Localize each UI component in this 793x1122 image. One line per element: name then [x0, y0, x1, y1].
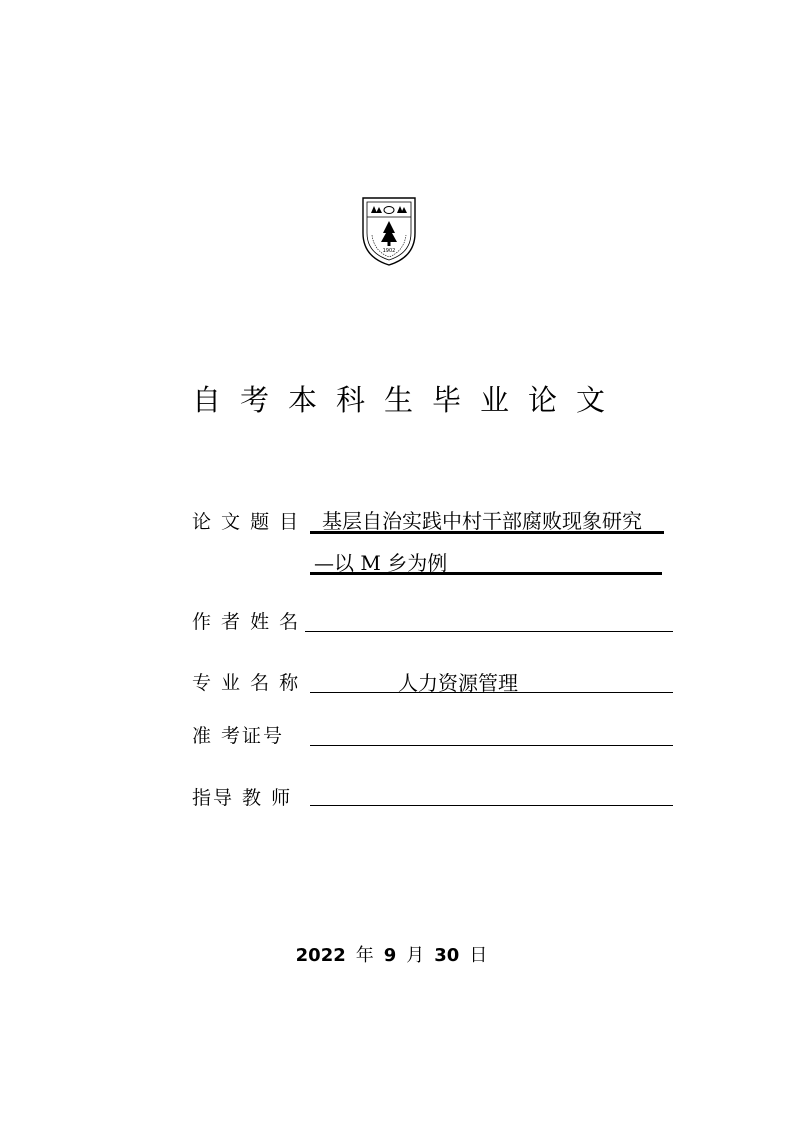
major-value: 人力资源管理 — [398, 671, 518, 695]
advisor-underline — [310, 805, 673, 806]
major-underline — [310, 692, 673, 693]
thesis-title-line1: 基层自治实践中村干部腐败现象研究 — [322, 509, 642, 533]
date-year-char: 年 — [355, 945, 374, 966]
date-day-char: 日 — [469, 945, 488, 966]
cover-date — [0, 944, 793, 968]
university-emblem — [360, 195, 418, 267]
exam-id-underline — [310, 745, 673, 746]
thesis-title-line2: —以 M 乡为例 — [314, 551, 448, 575]
advisor-label: 指导 教 师 — [192, 787, 293, 809]
author-underline — [305, 631, 673, 632]
exam-id-label: 准 考证号 — [192, 725, 285, 747]
thesis-title-underline-2 — [310, 572, 662, 575]
emblem-seal-icon — [360, 195, 418, 267]
thesis-title-underline-1 — [310, 531, 664, 534]
date-day: 30 — [434, 945, 460, 966]
thesis-title-label: 论 文 题 目 — [192, 511, 301, 533]
cover-title: 自考本科生毕业论文 — [192, 383, 625, 417]
major-label: 专 业 名 称 — [192, 672, 301, 694]
date-month: 9 — [383, 945, 397, 966]
date-month-char: 月 — [406, 945, 425, 966]
date-year: 2022 — [295, 945, 346, 966]
svg-text:1902: 1902 — [382, 248, 396, 254]
author-label: 作 者 姓 名 — [192, 611, 301, 633]
